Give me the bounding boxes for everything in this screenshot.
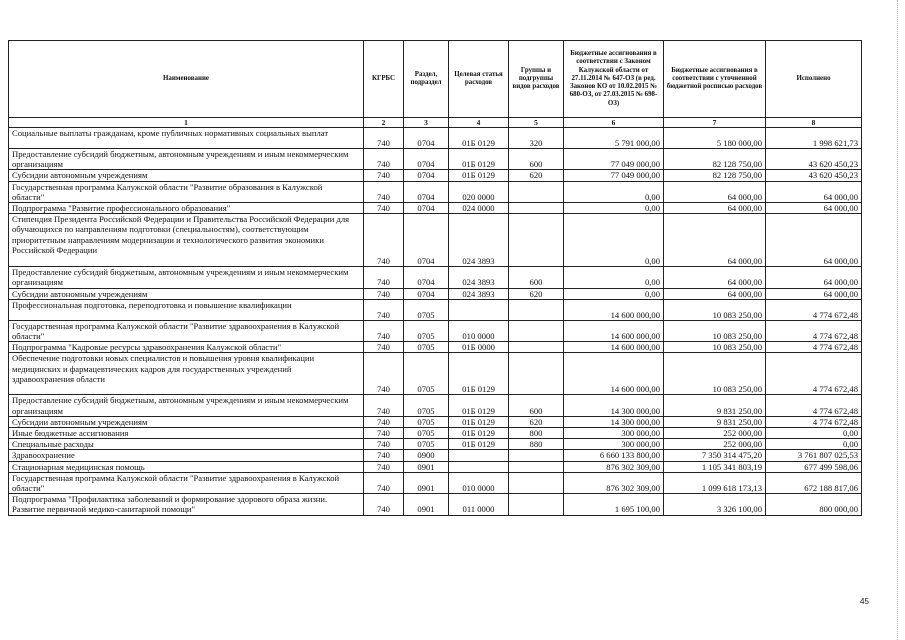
row-executed-amount: 4 774 672,48 [766, 353, 862, 395]
row-executed-amount: 4 774 672,48 [766, 395, 862, 416]
row-name: Государственная программа Калужской области "Развитие образования в Калужской области" [9, 181, 364, 202]
table-row [9, 128, 862, 149]
column-number: 1 [9, 118, 364, 128]
row-target: 01Б 0129 [449, 416, 509, 427]
row-law-amount: 5 791 000,00 [564, 128, 664, 149]
table-row [9, 461, 862, 472]
row-section: 0705 [404, 395, 449, 416]
row-group: 600 [509, 395, 564, 416]
row-name: Субсидии автономным учреждениям [9, 288, 364, 299]
row-kgrbs: 740 [364, 299, 404, 320]
row-target: 01Б 0129 [449, 128, 509, 149]
row-section: 0705 [404, 320, 449, 341]
row-kgrbs: 740 [364, 214, 404, 267]
row-group [509, 342, 564, 353]
row-executed-amount: 3 761 807 025,53 [766, 450, 862, 461]
column-number-row [9, 118, 862, 128]
row-kgrbs: 740 [364, 342, 404, 353]
header-refined: Бюджетные ассигнования в соответствии с уточненной бюджетной росписью расходов [664, 41, 766, 118]
row-name: Обеспечение подготовки новых специалистов и повышения уровня квалификации медицинских и фармацевтических кадров для государственных учреждений здравоохранения области [9, 353, 364, 395]
row-target: 01Б 0129 [449, 428, 509, 439]
row-kgrbs: 740 [364, 181, 404, 202]
row-executed-amount: 64 000,00 [766, 267, 862, 288]
row-name: Здравоохранение [9, 450, 364, 461]
row-refined-amount: 5 180 000,00 [664, 128, 766, 149]
row-group [509, 181, 564, 202]
page-edge-line [897, 0, 899, 640]
row-name: Подпрограмма "Развитие профессионального образования" [9, 203, 364, 214]
row-kgrbs: 740 [364, 494, 404, 515]
row-target: 010 0000 [449, 472, 509, 493]
row-section: 0704 [404, 288, 449, 299]
table-row [9, 428, 862, 439]
row-law-amount: 876 302 309,00 [564, 461, 664, 472]
row-kgrbs: 740 [364, 428, 404, 439]
page-number: 45 [860, 597, 869, 606]
column-number: 2 [364, 118, 404, 128]
row-law-amount: 14 600 000,00 [564, 342, 664, 353]
row-executed-amount: 64 000,00 [766, 288, 862, 299]
row-section: 0900 [404, 450, 449, 461]
row-name: Специальные расходы [9, 439, 364, 450]
row-group [509, 472, 564, 493]
row-target: 024 3893 [449, 267, 509, 288]
row-section: 0704 [404, 267, 449, 288]
row-section: 0705 [404, 299, 449, 320]
row-name: Профессиональная подготовка, переподготовка и повышение квалификации [9, 299, 364, 320]
header-law: Бюджетные ассигнования в соответствии с Законом Калужской области от 27.11.2014 № 647-ОЗ (в ред. Законов КО от 10.02.2015 № 680-ОЗ, от 27.03.2015 № 698-ОЗ) [564, 41, 664, 118]
row-law-amount: 1 695 100,00 [564, 494, 664, 515]
row-group [509, 494, 564, 515]
row-refined-amount: 252 000,00 [664, 439, 766, 450]
row-group: 620 [509, 416, 564, 427]
header-group: Группы и подгруппы видов расходов [509, 41, 564, 118]
table-row [9, 203, 862, 214]
table-body [9, 128, 862, 516]
row-name: Субсидии автономным учреждениям [9, 416, 364, 427]
row-refined-amount: 10 083 250,00 [664, 320, 766, 341]
row-kgrbs: 740 [364, 416, 404, 427]
row-name: Социальные выплаты гражданам, кроме публичных нормативных социальных выплат [9, 128, 364, 149]
column-number: 7 [664, 118, 766, 128]
row-law-amount: 14 300 000,00 [564, 395, 664, 416]
table-row [9, 416, 862, 427]
budget-table [8, 40, 862, 516]
row-section: 0901 [404, 472, 449, 493]
row-name: Субсидии автономным учреждениям [9, 170, 364, 181]
row-section: 0901 [404, 494, 449, 515]
row-refined-amount: 9 831 250,00 [664, 416, 766, 427]
row-group [509, 203, 564, 214]
row-law-amount: 14 600 000,00 [564, 353, 664, 395]
column-number: 8 [766, 118, 862, 128]
row-target [449, 450, 509, 461]
header-target: Целевая статья расходов [449, 41, 509, 118]
row-group: 320 [509, 128, 564, 149]
row-kgrbs: 740 [364, 267, 404, 288]
row-name: Предоставление субсидий бюджетным, автономным учреждениям и иным некоммерческим организациям [9, 267, 364, 288]
row-section: 0705 [404, 428, 449, 439]
row-group [509, 450, 564, 461]
table-row [9, 267, 862, 288]
row-section: 0704 [404, 214, 449, 267]
row-kgrbs: 740 [364, 353, 404, 395]
row-refined-amount: 82 128 750,00 [664, 170, 766, 181]
row-executed-amount: 677 499 598,06 [766, 461, 862, 472]
row-law-amount: 77 049 000,00 [564, 149, 664, 170]
table-row [9, 288, 862, 299]
row-executed-amount: 4 774 672,48 [766, 416, 862, 427]
row-law-amount: 0,00 [564, 203, 664, 214]
row-kgrbs: 740 [364, 450, 404, 461]
row-target: 01Б 0129 [449, 149, 509, 170]
row-target: 011 0000 [449, 494, 509, 515]
table-row [9, 450, 862, 461]
row-target: 010 0000 [449, 320, 509, 341]
row-refined-amount: 1 105 341 803,19 [664, 461, 766, 472]
row-section: 0704 [404, 149, 449, 170]
row-section: 0705 [404, 353, 449, 395]
row-target: 01Б 0129 [449, 170, 509, 181]
row-refined-amount: 252 000,00 [664, 428, 766, 439]
row-section: 0704 [404, 128, 449, 149]
row-group [509, 299, 564, 320]
row-kgrbs: 740 [364, 461, 404, 472]
row-kgrbs: 740 [364, 439, 404, 450]
row-refined-amount: 64 000,00 [664, 267, 766, 288]
row-name: Государственная программа Калужской области "Развитие здравоохранения в Калужской области" [9, 320, 364, 341]
row-executed-amount: 800 000,00 [766, 494, 862, 515]
row-name: Подпрограмма "Кадровые ресурсы здравоохранения Калужской области" [9, 342, 364, 353]
row-group: 800 [509, 428, 564, 439]
budget-table-sheet [8, 40, 862, 516]
row-executed-amount: 672 188 817,06 [766, 472, 862, 493]
row-executed-amount: 64 000,00 [766, 214, 862, 267]
row-refined-amount: 82 128 750,00 [664, 149, 766, 170]
row-law-amount: 14 600 000,00 [564, 320, 664, 341]
row-name: Предоставление субсидий бюджетным, автономным учреждениям и иным некоммерческим организациям [9, 149, 364, 170]
row-law-amount: 77 049 000,00 [564, 170, 664, 181]
row-section: 0705 [404, 416, 449, 427]
row-section: 0704 [404, 203, 449, 214]
row-target [449, 461, 509, 472]
row-executed-amount: 0,00 [766, 439, 862, 450]
row-name: Предоставление субсидий бюджетным, автономным учреждениям и иным некоммерческим организациям [9, 395, 364, 416]
row-law-amount: 0,00 [564, 267, 664, 288]
table-row [9, 320, 862, 341]
row-kgrbs: 740 [364, 128, 404, 149]
row-law-amount: 300 000,00 [564, 428, 664, 439]
row-name: Государственная программа Калужской области "Развитие здравоохранения в Калужской области" [9, 472, 364, 493]
row-law-amount: 0,00 [564, 181, 664, 202]
row-kgrbs: 740 [364, 320, 404, 341]
row-refined-amount: 1 099 618 173,13 [664, 472, 766, 493]
row-section: 0705 [404, 342, 449, 353]
column-number: 3 [404, 118, 449, 128]
row-group: 620 [509, 170, 564, 181]
row-target: 01Б 0000 [449, 342, 509, 353]
row-group: 600 [509, 149, 564, 170]
row-law-amount: 14 600 000,00 [564, 299, 664, 320]
row-refined-amount: 10 083 250,00 [664, 353, 766, 395]
row-target: 024 0000 [449, 203, 509, 214]
row-group [509, 353, 564, 395]
header-name: Наименование [9, 41, 364, 118]
row-executed-amount: 64 000,00 [766, 181, 862, 202]
row-law-amount: 0,00 [564, 214, 664, 267]
header-executed: Исполнено [766, 41, 862, 118]
row-executed-amount: 64 000,00 [766, 203, 862, 214]
row-kgrbs: 740 [364, 149, 404, 170]
row-section: 0901 [404, 461, 449, 472]
row-group: 620 [509, 288, 564, 299]
column-number: 4 [449, 118, 509, 128]
table-row [9, 395, 862, 416]
row-target [449, 299, 509, 320]
table-row [9, 149, 862, 170]
row-refined-amount: 64 000,00 [664, 181, 766, 202]
row-name: Подпрограмма "Профилактика заболеваний и формирование здорового образа жизни. Развитие первичной медико-санитарной помощи" [9, 494, 364, 515]
row-refined-amount: 9 831 250,00 [664, 395, 766, 416]
row-law-amount: 876 302 309,00 [564, 472, 664, 493]
row-kgrbs: 740 [364, 203, 404, 214]
row-name: Стационарная медицинская помощь [9, 461, 364, 472]
row-executed-amount: 43 620 450,23 [766, 170, 862, 181]
row-target: 024 3893 [449, 214, 509, 267]
row-refined-amount: 10 083 250,00 [664, 342, 766, 353]
table-row [9, 181, 862, 202]
row-group: 600 [509, 267, 564, 288]
header-section: Раздел, подраздел [404, 41, 449, 118]
table-row [9, 299, 862, 320]
row-kgrbs: 740 [364, 395, 404, 416]
table-row [9, 472, 862, 493]
row-target: 01Б 0129 [449, 395, 509, 416]
table-row [9, 342, 862, 353]
row-refined-amount: 10 083 250,00 [664, 299, 766, 320]
row-name: Стипендия Президента Российской Федерации и Правительства Российской Федерации для обучающихся по направлениям подготовки (специальностям), соответствующим приоритетным направлениям модернизации и технологического развития экономики Российской Федерации [9, 214, 364, 267]
row-refined-amount: 64 000,00 [664, 203, 766, 214]
row-section: 0705 [404, 439, 449, 450]
row-kgrbs: 740 [364, 472, 404, 493]
column-number: 6 [564, 118, 664, 128]
row-refined-amount: 64 000,00 [664, 288, 766, 299]
row-group [509, 461, 564, 472]
header-kgrbs: КГРБС [364, 41, 404, 118]
row-kgrbs: 740 [364, 288, 404, 299]
row-group: 880 [509, 439, 564, 450]
row-target: 020 0000 [449, 181, 509, 202]
table-row [9, 353, 862, 395]
column-number: 5 [509, 118, 564, 128]
row-target: 01Б 0129 [449, 353, 509, 395]
row-refined-amount: 7 350 314 475,20 [664, 450, 766, 461]
row-executed-amount: 43 620 450,23 [766, 149, 862, 170]
row-refined-amount: 3 326 100,00 [664, 494, 766, 515]
row-law-amount: 6 660 133 800,00 [564, 450, 664, 461]
row-section: 0704 [404, 181, 449, 202]
row-law-amount: 300 000,00 [564, 439, 664, 450]
row-executed-amount: 4 774 672,48 [766, 299, 862, 320]
row-target: 024 3893 [449, 288, 509, 299]
table-row [9, 170, 862, 181]
row-group [509, 320, 564, 341]
row-section: 0704 [404, 170, 449, 181]
header-row [9, 41, 862, 118]
row-executed-amount: 0,00 [766, 428, 862, 439]
row-executed-amount: 1 998 621,73 [766, 128, 862, 149]
row-group [509, 214, 564, 267]
row-target: 01Б 0129 [449, 439, 509, 450]
row-name: Иные бюджетные ассигнования [9, 428, 364, 439]
row-law-amount: 14 300 000,00 [564, 416, 664, 427]
table-row [9, 214, 862, 267]
row-kgrbs: 740 [364, 170, 404, 181]
table-row [9, 439, 862, 450]
row-law-amount: 0,00 [564, 288, 664, 299]
row-executed-amount: 4 774 672,48 [766, 320, 862, 341]
row-executed-amount: 4 774 672,48 [766, 342, 862, 353]
table-row [9, 494, 862, 515]
row-refined-amount: 64 000,00 [664, 214, 766, 267]
